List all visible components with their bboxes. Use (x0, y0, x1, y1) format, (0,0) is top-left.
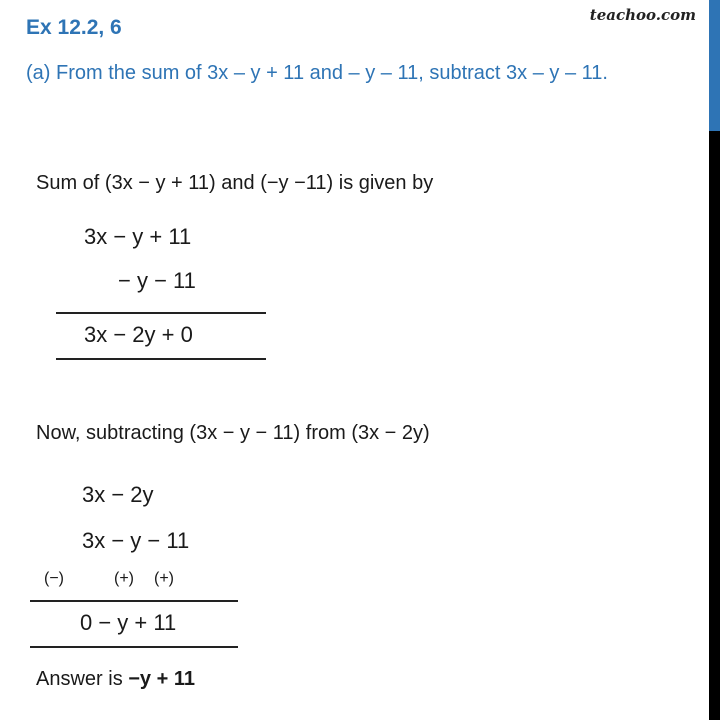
question-text: (a) From the sum of 3x – y + 11 and – y – 11, subtract 3x – y – 11. (26, 62, 608, 84)
sidebar-dark-bar (709, 131, 720, 720)
step1-divider (56, 312, 266, 314)
step2-intro: Now, subtracting (3x − y − 11) from (3x − 2y) (36, 422, 430, 444)
step2-line2: 3x − y − 11 (82, 528, 190, 553)
step1-line2: − y − 11 (118, 268, 196, 293)
step2-line1: 3x − 2y (82, 482, 154, 507)
exercise-title: Ex 12.2, 6 (26, 16, 122, 39)
step2-result: 0 − y + 11 (80, 610, 177, 635)
answer-value: −y + 11 (128, 668, 195, 690)
step2-divider (30, 600, 238, 602)
step1-result: 3x − 2y + 0 (84, 322, 193, 347)
step2-bottom-rule (30, 646, 238, 648)
sign-plus-1: (+) (114, 570, 134, 587)
step1-bottom-rule (56, 358, 266, 360)
step1-line1: 3x − y + 11 (84, 224, 192, 249)
answer-prefix: Answer is (36, 668, 129, 690)
sign-minus: (−) (44, 570, 64, 587)
sidebar-accent-bar (709, 0, 720, 131)
answer-line (36, 668, 195, 691)
brand-logo: teachoo.com (589, 6, 696, 24)
sign-plus-2: (+) (154, 570, 174, 587)
step1-intro: Sum of (3x − y + 11) and (−y −11) is given by (36, 172, 434, 194)
